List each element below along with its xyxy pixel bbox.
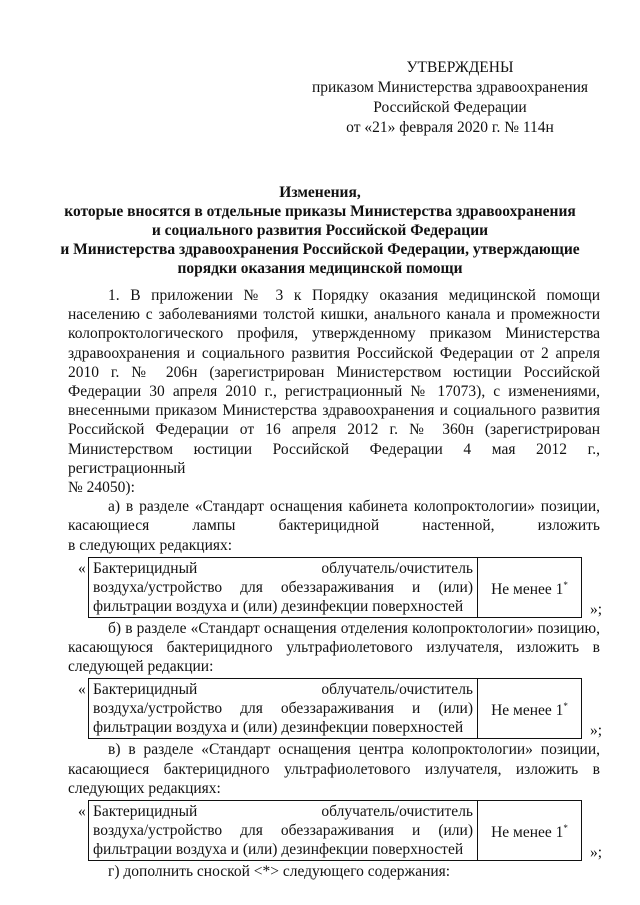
text-line: Министерством юстиции Российской Федерации 4 мая 2012 г., регистрационный [68,440,600,477]
equipment-table [88,557,582,618]
text-line: № 24050): [68,479,135,497]
item-g: г) дополнить сноской <*> следующего содержания: [108,863,451,881]
approved-line: от «21» февраля 2020 г. № 114н [346,119,554,136]
equipment-table [88,800,582,861]
equipment-name [89,679,478,739]
text-line: колопроктологического профиля, утвержденному приказом Министерства [68,325,600,343]
item-a [68,497,600,555]
text-line: 2010 г. № 206н (зарегистрирован Министерством юстиции Российской [68,363,600,381]
quote-close: »; [589,722,602,740]
text-line: здравоохранения и социального развития Российской Федерации от 2 апреля [68,344,600,362]
approved-title: УТВЕРЖДЕНЫ [406,59,514,76]
equipment-quantity [478,679,582,739]
equipment-row [68,678,600,738]
equipment-quantity [478,801,582,861]
equipment-name-line: Бактерицидный облучатель/очиститель [93,681,473,699]
item-v [68,740,600,798]
text-line: касающиеся бактерицидного ультрафиолетового излучателя, изложить в [68,760,600,778]
equipment-name [89,801,478,861]
text-line: населению с заболеваниями толстой кишки, анального канала и промежности [68,306,600,324]
footnote-mark: * [563,701,568,712]
quantity-text: Не менее 1 [491,580,564,598]
quantity-text: Не менее 1 [491,824,564,842]
heading-line: порядки оказания медицинской помощи [177,260,463,277]
text-line: Российской Федерации от 16 апреля 2012 г. № 360н (зарегистрирован [68,421,600,439]
text-line: следующей редакции: [68,658,214,676]
document-heading [60,183,580,278]
text-line: касающиеся лампы бактерицидной настенной, изложить [68,517,600,535]
equipment-quantity [478,557,582,617]
text-line: а) в разделе «Стандарт оснащения кабинета колопроктологии» позиции, [108,498,600,516]
text-line: Федерации 30 апреля 2010 г., регистрационный № 17073), с изменениями, [68,383,600,401]
paragraph-1 [68,286,600,497]
footnote-mark: * [563,822,568,833]
equipment-name [89,557,478,617]
equipment-table [88,678,582,739]
item-b [68,619,600,677]
equipment-name-line: Бактерицидный облучатель/очиститель [93,803,473,821]
equipment-name-line: воздуха/устройство для обеззараживания и (или) [93,700,473,718]
text-line: в следующих редакциях: [68,536,233,554]
quote-open: « [78,681,86,699]
equipment-name-line: фильтрации воздуха и (или) дезинфекции поверхностей [93,597,464,615]
heading-line: и социального развития Российской Федерации [151,222,489,239]
text-line: б) в разделе «Стандарт оснащения отделения колопроктологии» позицию, [108,619,600,637]
equipment-row [68,557,600,617]
quote-close: »; [589,843,602,861]
heading-line: и Министерства здравоохранения Российской Федерации, утверждающие [60,241,580,258]
approved-line: приказом Министерства здравоохранения [311,79,589,96]
text-line: 1. В приложении № 3 к Порядку оказания медицинской помощи [108,287,600,304]
document-body [68,286,600,881]
text-line: касающуюся бактерицидного ультрафиолетового излучателя, изложить в [68,639,600,657]
equipment-name-line: воздуха/устройство для обеззараживания и (или) [93,822,473,840]
text-line: внесенными приказом Министерства здравоохранения и социального развития [68,402,600,420]
quote-close: »; [589,600,602,618]
equipment-name-line: Бактерицидный облучатель/очиститель [93,559,473,577]
approved-line: Российской Федерации [373,99,527,116]
equipment-name-line: фильтрации воздуха и (или) дезинфекции поверхностей [93,841,464,859]
quantity-text: Не менее 1 [491,702,564,720]
text-line: следующих редакциях: [68,779,221,797]
quote-open: « [78,803,86,821]
approval-stamp [300,58,600,138]
equipment-name-line: фильтрации воздуха и (или) дезинфекции поверхностей [93,719,464,737]
heading-line: Изменения, [279,184,361,201]
footnote-mark: * [563,579,568,590]
quote-open: « [78,559,86,577]
equipment-row [68,800,600,860]
equipment-name-line: воздуха/устройство для обеззараживания и (или) [93,578,473,596]
heading-line: которые вносятся в отдельные приказы Министерства здравоохранения [64,203,576,220]
text-line: в) в разделе «Стандарт оснащения центра колопроктологии» позиции, [108,741,600,759]
